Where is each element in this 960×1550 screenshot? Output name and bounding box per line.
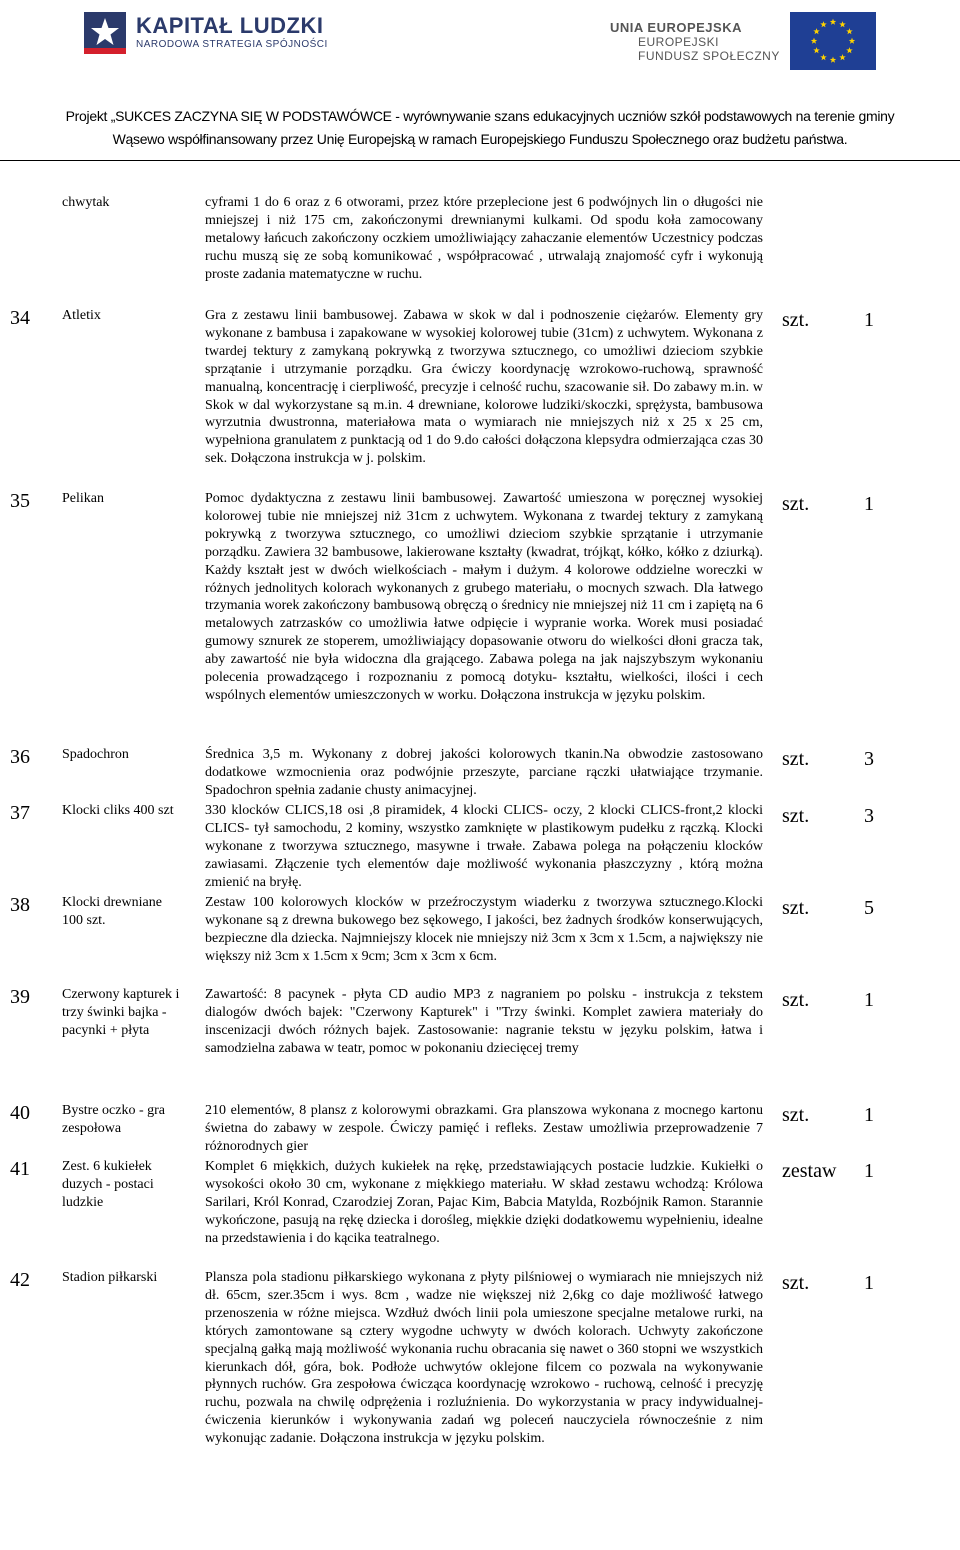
row-number: 38 [10, 894, 30, 916]
item-quantity [782, 989, 952, 1011]
quantity-unit: szt. [782, 1104, 810, 1126]
quantity-value: 1 [864, 309, 874, 331]
quantity-value: 1 [864, 989, 874, 1011]
row-number: 34 [10, 307, 30, 329]
item-name: Bystre oczko - gra zespołowa [62, 1103, 166, 1136]
row-number: 39 [10, 986, 30, 1008]
item-description: Zestaw 100 kolorowych klocków w przeźroczystym wiaderku z tworzywa sztucznego.Klocki wykonane są z drewna bukowego bez sękowego, I jakości, bez żadnych środków konserwujących, bezpieczne dla dziecka. Najmniejszy klocek nie mniejszy niż 3cm x 3cm x 1.5cm, a największy nie większy niż 3cm x 1.5cm x 9cm; 3cm x 3cm x 6cm. [205, 895, 763, 964]
item-quantity [782, 805, 952, 827]
item-description: Plansza pola stadionu piłkarskiego wykonana z płyty pilśniowej o wymiarach nie mniejszych niż dł. 65cm, szer.35cm i wys. 8cm , wadze nie większej niż 2,6kg co daje możliwość łatwego przenoszenia w różne miejsca. Wzdłuż dwóch linii pola umieszone specjalne metalowe rurki, na których zamontowane są cztery wygodne uchwyty w dwóch kolorach. Uchwyty zakończone specjalną gałką mają możliwość wykonania ruchu obracania się nawet o 360 stopni we wszystkich kierunkach dół, góra, bok. Podłoże uchwytów oklejone filcem co pozwala na wykonywanie płynnych ruchów. Gra zespołowa ćwicząca koordynację wzrokowo - ruchową, celność i precyzję ruchu, pozwala na chwilę odprężenia i rozluźnienia. Do wykorzystania w pracy indywidualnej- ćwiczenia kierunków i wykonywania zadań wg poleceń nauczyciela równocześnie z nim wykonując zadanie. Dołączona instrukcja w języku polskim. [205, 1270, 763, 1447]
item-quantity [782, 748, 952, 770]
eu-star-icon [820, 21, 826, 27]
row-number: 40 [10, 1102, 30, 1124]
page-header [0, 0, 960, 165]
item-quantity [782, 1104, 952, 1126]
item-description: Gra z zestawu linii bambusowej. Zabawa w skok w dal i podnoszenie ciężarów. Elementy gry wykonane z bambusa i zapakowane w wysokiej kolorowej tubie (31cm) z uchwytem. Wykonana z twardej tektury z zamykaną pokrywką z tworzywa sztucznego, co umożliwi dzieciom szybkie sprzątanie i utrzymanie porządku. Gra ćwiczy koordynację wzrokowo-ruchową, sprawność manualną, koncentrację i cierpliwość, precyzje i celność ruchu, szacowanie sił. Do zabawy m.in. w Skok w dal wykorzystane są m.in. 4 drewniane, kolorowe ludziki/skoczki, sprężysta, bambusowa wyrzutnia dwustronna, materiałowa mata o wymiarach nie mniejszych niż x 25 x 25 cm, wypełniona granulatem z punktacją od 1 do 9.do całości dołączona klepsydra odmierzająca czas 30 sek. Dołączona instrukcja w j. polskim. [205, 308, 763, 467]
row-number: 36 [10, 746, 30, 768]
quantity-value: 3 [864, 805, 874, 827]
project-title-line2: Wąsewo współfinansowany przez Unię Europejską w ramach Europejskiego Funduszu Społecznego oraz budżetu państwa. [112, 131, 848, 147]
eu-star-icon [846, 47, 852, 53]
eu-star-icon [811, 38, 817, 44]
item-description: Średnica 3,5 m. Wykonany z dobrej jakości kolorowych tkanin.Na obwodzie zastosowano dodatkowe wzmocnienia oraz podwójnie przeszyte, parciane rączki ułatwiające trzymanie. Spadochron spełnia zadanie chusty animacyjnej. [205, 747, 763, 798]
item-name: Spadochron [62, 747, 129, 762]
item-description: Komplet 6 miękkich, dużych kukiełek na rękę, przedstawiających postacie ludzkie. Kukiełki o wysokości około 30 cm, wykonane z miękkiego materiału. W skład zestawu wchodzą: Królowa Sarilari, Król Konrad, Czarodziej Zoran, Pajac Kim, Babcia Matylda, Rozbójnik Ramon. Starannie wykończone, pasują na rękę dziecka i dorośleg, miękkie dzięki dodatkowemu wypełnieniu, idealne na przedstawienia i do kącika teatralnego. [205, 1159, 763, 1246]
eu-star-icon [813, 28, 819, 34]
row-number: 42 [10, 1269, 30, 1291]
eu-star-icon [813, 47, 819, 53]
project-title-line1: Projekt „SUKCES ZACZYNA SIĘ W PODSTAWÓWCE - wyrównywanie szans edukacyjnych uczniów szkół podstawowych na terenie gminy [65, 108, 895, 124]
item-name: Klocki drewniane 100 szt. [62, 895, 162, 928]
quantity-value: 1 [864, 1272, 874, 1294]
quantity-unit: szt. [782, 1272, 810, 1294]
item-quantity [782, 309, 952, 331]
item-description: 210 elementów, 8 plansz z kolorowymi obrazkami. Gra planszowa wykonana z mocnego kartonu świetna do zabawy w zespole. Ćwiczy pamięć i refleks. Zestaw umożliwia przeprowadzenie 7 różnorodnych gier [205, 1103, 763, 1154]
item-name: Pelikan [62, 491, 104, 506]
quantity-value: 5 [864, 897, 874, 919]
header-divider [0, 160, 960, 161]
eu-line3: FUNDUSZ SPOŁECZNY [638, 48, 780, 63]
quantity-unit: szt. [782, 989, 810, 1011]
kapital-ludzki-logo [84, 12, 328, 54]
eu-line2: EUROPEJSKI [638, 34, 720, 49]
eu-star-icon [839, 21, 845, 27]
eu-star-icon [820, 54, 826, 60]
item-name: Czerwony kapturek i trzy świnki bajka - pacynki + płyta [62, 987, 180, 1038]
quantity-unit: zestaw [782, 1160, 837, 1182]
kapital-ludzki-title: KAPITAŁ LUDZKI [136, 13, 324, 38]
item-quantity [782, 897, 952, 919]
row-number: 37 [10, 802, 30, 824]
quantity-value: 3 [864, 748, 874, 770]
item-quantity [782, 493, 952, 515]
quantity-value: 1 [864, 1104, 874, 1126]
eu-star-icon [830, 19, 836, 25]
quantity-value: 1 [864, 1160, 874, 1182]
item-name: Zest. 6 kukiełek duzych - postaci ludzkie [62, 1159, 154, 1210]
eu-star-icon [839, 54, 845, 60]
item-name: Stadion piłkarski [62, 1270, 158, 1285]
row-number: 41 [10, 1158, 30, 1180]
quantity-unit: szt. [782, 805, 810, 827]
eu-star-icon [849, 38, 855, 44]
eu-star-icon [830, 57, 836, 63]
quantity-value: 1 [864, 493, 874, 515]
quantity-unit: szt. [782, 897, 810, 919]
item-quantity [782, 1160, 952, 1182]
item-description: Pomoc dydaktyczna z zestawu linii bambusowej. Zawartość umieszona w poręcznej wysokiej kolorowej tubie nie mniejszej niż 31cm z uchwytem. Wykonana z twardej tektury z zamykaną pokrywką z tworzywa sztucznego, co umożliwi dzieciom szybkie sprzątanie i utrzymanie porządku. Zawiera 32 bambusowe, lakierowane kształty (kwadrat, trójkąt, kółko, kółko z dziurką). Każdy kształt jest w dwóch wielkościach - małym i dużym. 4 kolorowe oddzielne woreczki w różnych jednolitych kolorach wykonanych z grubego materiału, o mocnych szwach. Dla łatwego trzymania worek zakończony bambusową obręczą o średnicy nie mniejszej niż 11 cm i zapiętą na 6 metalowych zatrzasków co umożliwia łatwe odpięcie i wypranie worka. Worek musi posiadać gumowy sznurek ze stoperem, umożliwiający dopasowanie otworu do wielkości dłoni gracza tak, aby zawartość nie była widoczna dla grającego. Zabawa polega na jak najszybszym wykonaniu polecenia prowadzącego i rozpoznaniu z pomocą dotyku- kształtu, wielkości, ilości i cech wspólnych elementów umieszczonych w worku. Dołączona instrukcja w języku polskim. [205, 491, 763, 703]
item-name: chwytak [62, 195, 110, 210]
item-quantity [782, 1272, 952, 1294]
item-description: Zawartość: 8 pacynek - płyta CD audio MP3 z nagraniem po polsku - instrukcja z tekstem dialogów dwóch bajek: "Czerwony Kapturek" i "Trzy świnki. Komplet zawiera materiały do inscenizacji dwóch różnych bajek. Zastosowanie: nagranie tekstu w języku polskim, łatwa i samodzielna zabawa w teatr, pomoc w pokonaniu dziecięcej tremy [205, 987, 763, 1056]
quantity-unit: szt. [782, 493, 810, 515]
eu-logo [610, 12, 876, 70]
item-name: Klocki cliks 400 szt [62, 803, 174, 818]
row-number: 35 [10, 490, 30, 512]
quantity-unit: szt. [782, 309, 810, 331]
kapital-ludzki-subtitle: NARODOWA STRATEGIA SPÓJNOŚCI [136, 39, 328, 50]
quantity-unit: szt. [782, 748, 810, 770]
item-description: cyframi 1 do 6 oraz z 6 otworami, przez które przeplecione jest 6 podwójnych lin o długości nie mniejszej i niż 175 cm, zakończonymi drewnianymi kulkami. Od spodu koła zamocowany metalowy łańcuch zakończony oczkiem umożliwiający zahaczanie elementów Uczestnicy podczas ruchu muszą się ze sobą komunikować , współpracować , utrwalają znajomość cyfr i wykonują proste zadania matematyczne w ruchu. [205, 195, 763, 282]
kapital-ludzki-emblem-icon [84, 12, 126, 54]
item-name: Atletix [62, 308, 101, 323]
eu-line1: UNIA EUROPEJSKA [610, 19, 742, 35]
eu-star-icon [846, 28, 852, 34]
eu-flag-icon [790, 12, 876, 70]
item-description: 330 klocków CLICS,18 osi ,8 piramidek, 4 klocki CLICS- oczy, 2 klocki CLICS-front,2 klocki CLICS- tył samochodu, 2 kominy, wszystko zamknięte w plastikowym pudełku z rączką. Klocki wykonane z tworzywa sztucznego, masywne i trwałe. Zabawa polega na połączeniu klocków zawiasami. Złączenie tych elementów daje możliwość wykonania płaszczyzny , którą można zmienić na bryłę. [205, 803, 763, 890]
